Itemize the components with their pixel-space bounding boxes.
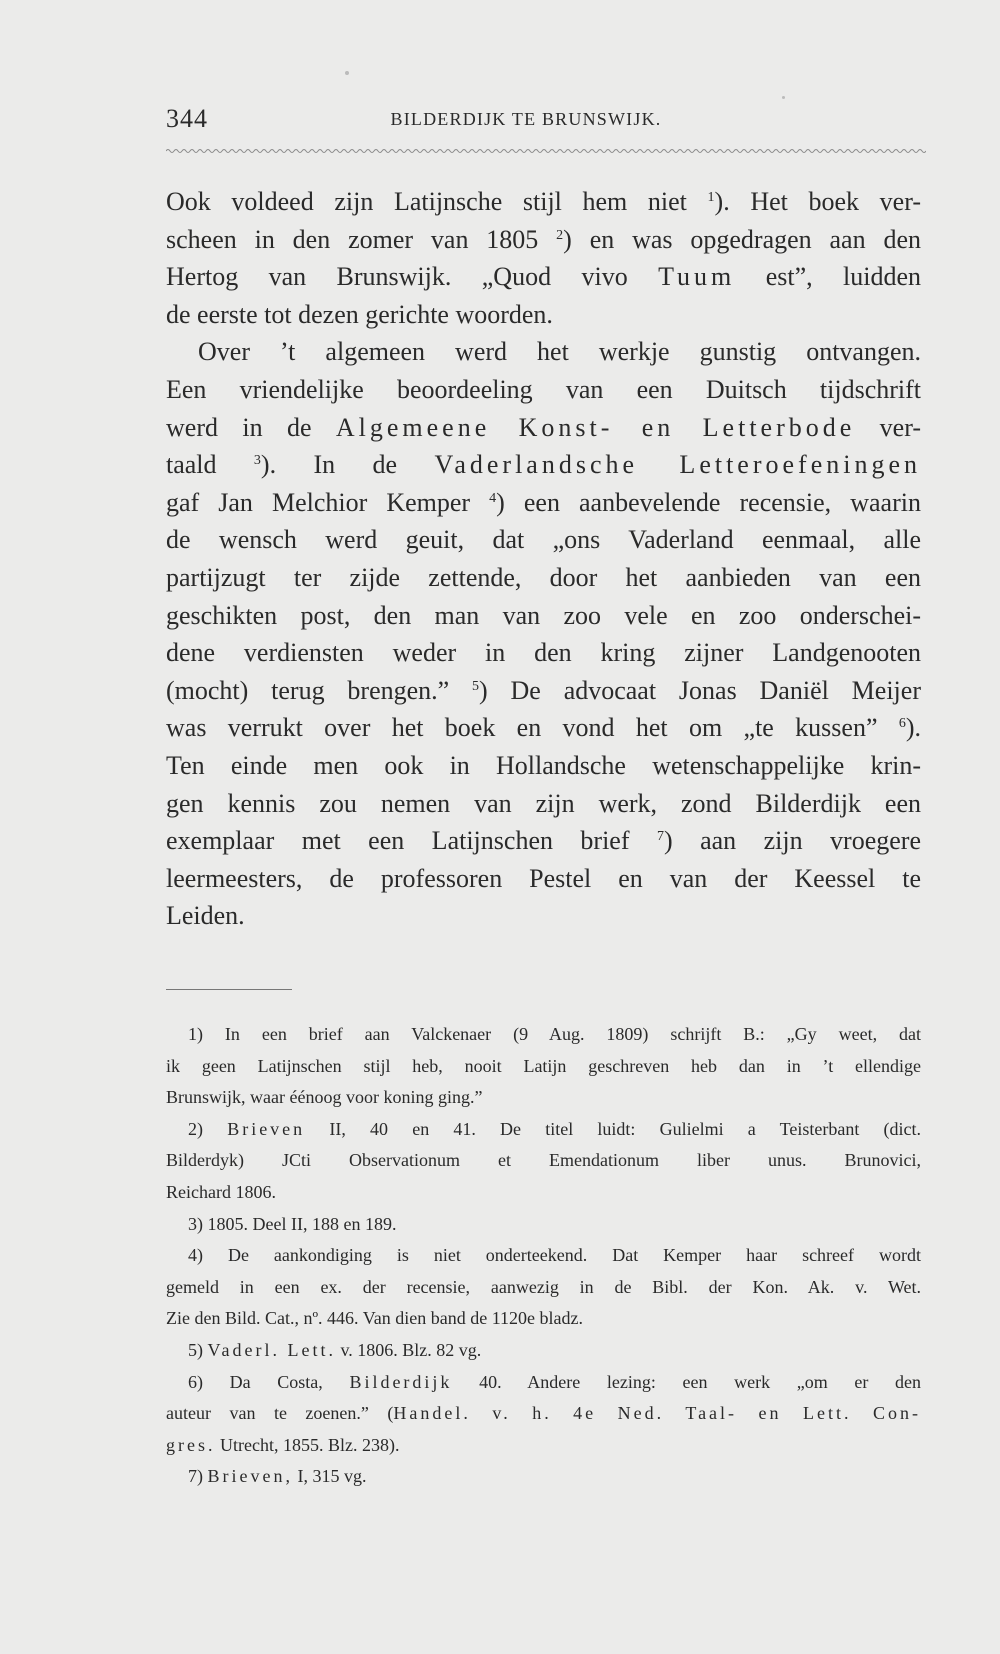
footnote-line: 3) 1805. Deel II, 188 en 189.: [188, 1213, 397, 1234]
body-line: gaf Jan Melchior Kemper $^4$) een aanbevelende recensie, waarin: [166, 487, 921, 517]
footnote-line: Bilderdyk) JCti Observationum et Emendationum liber unus. Brunovici,: [166, 1150, 921, 1171]
footnote-line: 7) Brieven, I, 315 vg.: [188, 1466, 367, 1487]
footnote-line: auteur van te zoenen.” (Handel. v. h. 4e Ned. Taal- en Lett. Con-: [166, 1403, 921, 1424]
footnote-line: 5) Vaderl. Lett. v. 1806. Blz. 82 vg.: [188, 1339, 482, 1360]
footnote-line: Brunswijk, waar éénoog voor koning ging.”: [166, 1087, 483, 1108]
footnote-line: 4) De aankondiging is niet onderteekend. Dat Kemper haar schreef wordt: [188, 1245, 921, 1266]
body-line: partijzugt ter zijde zettende, door het aanbieden van een: [166, 562, 921, 592]
body-line: de wensch werd geuit, dat „ons Vaderland eenmaal, alle: [166, 525, 921, 555]
body-line: gen kennis zou nemen van zijn werk, zond Bilderdijk een: [166, 788, 921, 818]
body-line: Hertog van Brunswijk. „Quod vivo Tuum est”, luidden: [166, 262, 921, 292]
footnote-line: 6) Da Costa, Bilderdijk 40. Andere lezing: een werk „om er den: [188, 1371, 922, 1392]
wavy-rule-divider: [166, 146, 926, 156]
page-header: [166, 104, 926, 140]
footnote-line: 1) In een brief aan Valckenaer (9 Aug. 1809) schrijft B.: „Gy weet, dat: [188, 1024, 921, 1044]
body-line: (mocht) terug brengen.” $^5$) De advocaat Jonas Daniël Meijer: [166, 675, 921, 705]
footnote-line: gres. Utrecht, 1855. Blz. 238).: [166, 1434, 400, 1455]
body-line: Leiden.: [166, 901, 245, 931]
paper-speck: [782, 96, 785, 99]
page-number: 344: [166, 104, 208, 133]
body-line: geschikten post, den man van zoo vele en zoo onderschei-: [166, 600, 921, 630]
book-page: [166, 0, 926, 1654]
footnotes: [166, 1019, 921, 1493]
body-line: scheen in den zomer van 1805 $^2$) en was opgedragen aan den: [166, 224, 921, 254]
footnote-separator: [166, 989, 292, 990]
footnote-line: Zie den Bild. Cat., nº. 446. Van dien band de 1120e bladz.: [166, 1308, 583, 1329]
footnote-line: ik geen Latijnschen stijl heb, nooit Latijn geschreven heb dan in ’t ellendige: [166, 1055, 921, 1076]
footnote-line: gemeld in een ex. der recensie, aanwezig in de Bibl. der Kon. Ak. v. Wet.: [166, 1276, 921, 1297]
paper-speck: [345, 71, 349, 75]
footnote-line: 2) Brieven II, 40 en 41. De titel luidt: Gulielmi a Teisterbant (dict.: [188, 1118, 921, 1139]
body-line: de eerste tot dezen gerichte woorden.: [166, 299, 553, 329]
body-line: was verrukt over het boek en vond het om „te kussen” $^6$).: [166, 713, 921, 743]
body-line: Een vriendelijke beoordeeling van een Duitsch tijdschrift: [166, 374, 921, 404]
body-line: Ten einde men ook in Hollandsche wetenschappelijke krin-: [166, 750, 921, 780]
body-line: taald $^3$). In de Vaderlandsche Letteroefeningen: [166, 450, 922, 480]
body-line: Over ’t algemeen werd het werkje gunstig ontvangen.: [198, 337, 921, 367]
body-line: dene verdiensten weder in den kring zijner Landgenooten: [166, 638, 921, 668]
footnote-line: Reichard 1806.: [166, 1181, 276, 1202]
body-line: Ook voldeed zijn Latijnsche stijl hem niet $^1$). Het boek ver-: [166, 187, 921, 216]
body-line: exemplaar met een Latijnschen brief $^7$) aan zijn vroegere: [166, 826, 921, 856]
body-text: [166, 183, 921, 935]
body-line: werd in de Algemeene Konst- en Letterbode ver-: [166, 412, 921, 442]
running-head: BILDERDIJK TE BRUNSWIJK.: [390, 109, 662, 129]
body-line: leermeesters, de professoren Pestel en van der Keessel te: [166, 863, 921, 893]
